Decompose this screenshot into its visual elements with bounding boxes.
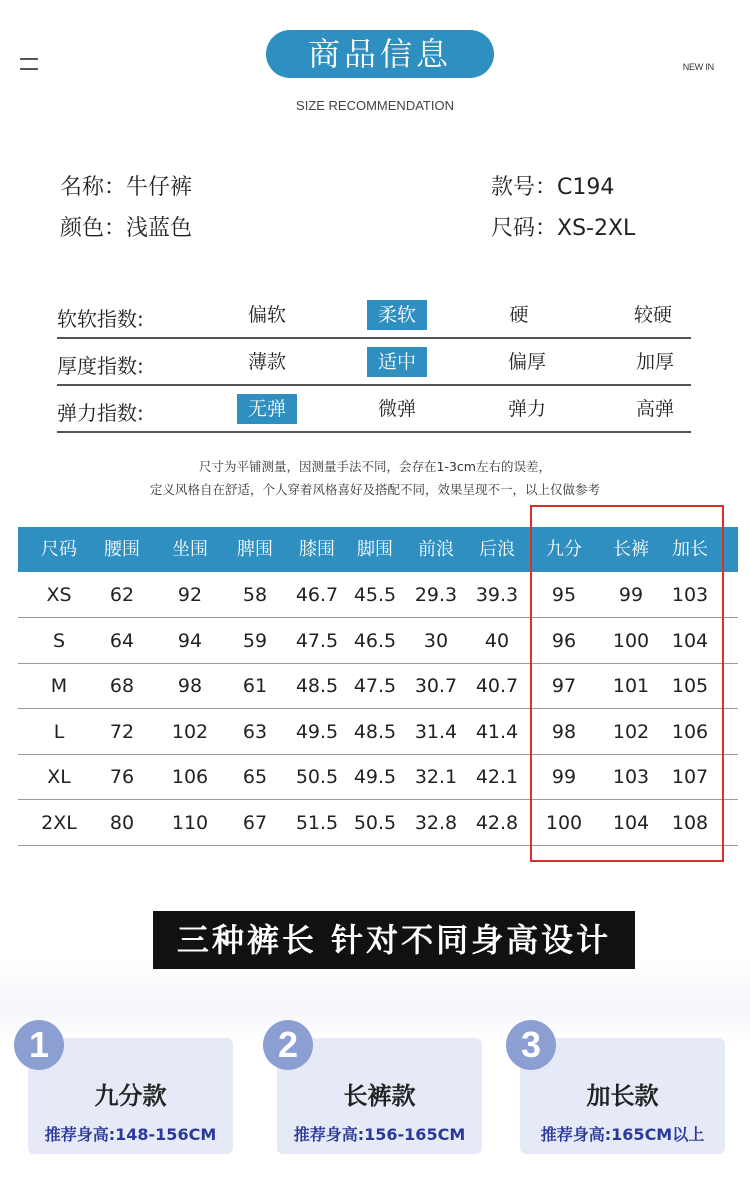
size-cell-value: 100 xyxy=(612,629,650,652)
size-cell-value: 31.4 xyxy=(414,720,458,743)
length-card-cropped xyxy=(28,1024,233,1154)
header-cell: 后浪 xyxy=(479,539,515,560)
size-cell-value: 59 xyxy=(242,629,268,652)
size-cell-value: 100 xyxy=(545,811,583,834)
size-cell-value: 94 xyxy=(177,629,203,652)
size-cell-value: 96 xyxy=(551,629,577,652)
number-badge-3: 3 xyxy=(506,1020,556,1070)
color-value: 浅蓝色 xyxy=(126,216,193,241)
size-cell-value: 110 xyxy=(171,811,209,834)
size-cell-value: 101 xyxy=(612,675,650,697)
header-cell: 坐围 xyxy=(172,539,208,560)
size-cell-label: L xyxy=(53,720,65,743)
index-row-thickness xyxy=(57,339,691,386)
index-option: 弹力 xyxy=(507,398,546,420)
name-label: 名称： xyxy=(60,175,127,200)
size-cell-value: 49.5 xyxy=(295,720,339,743)
header-cell: 九分 xyxy=(546,539,582,560)
menu-icon[interactable] xyxy=(20,58,38,72)
index-option: 加厚 xyxy=(635,351,674,373)
header xyxy=(0,0,750,130)
size-value: XS-2XL xyxy=(557,216,636,241)
size-cell-value: 51.5 xyxy=(295,811,339,834)
card-title: 加长款 xyxy=(586,1082,659,1110)
size-cell-value: 58 xyxy=(242,584,268,606)
index-option: 薄款 xyxy=(247,351,286,373)
size-cell-value: 48.5 xyxy=(295,675,339,697)
size-cell-value: 102 xyxy=(171,720,209,743)
size-cell-value: 47.5 xyxy=(353,675,397,697)
header-cell: 尺码 xyxy=(41,539,77,560)
size-cell-value: 103 xyxy=(612,766,650,788)
size-cell-value: 105 xyxy=(671,675,709,697)
style-label: 款号： xyxy=(491,175,558,200)
size-cell-value: 106 xyxy=(671,720,709,743)
size-cell-label: XS xyxy=(46,584,72,606)
size-cell-value: 30.7 xyxy=(414,675,458,697)
size-cell-value: 32.1 xyxy=(414,766,458,788)
index-row-elasticity xyxy=(57,386,691,433)
measurement-note-line2: 定义风格自在舒适，个人穿着风格喜好及搭配不同，效果呈现不一，以上仅做参考 xyxy=(149,482,600,497)
size-cell-value: 45.5 xyxy=(353,584,397,606)
index-label: 厚度指数: xyxy=(57,354,144,378)
size-cell-value: 30 xyxy=(423,629,449,652)
index-option-selected: 柔软 xyxy=(367,300,427,330)
size-cell-value: 62 xyxy=(109,584,135,606)
length-card-regular xyxy=(277,1024,482,1154)
size-cell-value: 29.3 xyxy=(414,584,458,606)
size-cell-value: 50.5 xyxy=(353,811,397,834)
size-cell-value: 107 xyxy=(671,766,709,788)
product-size xyxy=(491,211,635,242)
fabric-index-table xyxy=(57,292,691,433)
size-cell-value: 106 xyxy=(171,766,209,788)
index-row-softness xyxy=(57,292,691,339)
measurement-note-line1: 尺寸为平铺测量，因测量手法不同，会存在1-3cm左右的误差， xyxy=(199,459,551,474)
size-cell-value: 104 xyxy=(671,629,709,652)
index-option: 微弹 xyxy=(377,398,416,420)
size-cell-value: 39.3 xyxy=(475,584,519,606)
card-recommended-height: 推荐身高:156-165CM xyxy=(293,1125,466,1144)
size-cell-label: 2XL xyxy=(41,811,77,834)
page-subtitle: SIZE RECOMMENDATION xyxy=(296,98,454,113)
size-cell-value: 63 xyxy=(242,720,268,743)
header-cell: 脾围 xyxy=(237,539,273,560)
index-option: 偏软 xyxy=(247,304,286,326)
header-cell: 膝围 xyxy=(299,539,335,560)
new-in-label: NEW IN xyxy=(682,62,714,72)
size-cell-value: 98 xyxy=(551,720,577,743)
size-cell-value: 32.8 xyxy=(414,811,458,834)
index-option-selected: 无弹 xyxy=(237,394,297,424)
product-color xyxy=(60,211,192,242)
index-option: 硬 xyxy=(509,304,529,326)
product-style xyxy=(491,170,614,201)
card-title: 九分款 xyxy=(94,1082,167,1110)
size-cell-value: 65 xyxy=(242,766,268,788)
size-cell-value: 108 xyxy=(671,811,709,834)
index-label: 弹力指数: xyxy=(57,401,144,425)
size-cell-value: 99 xyxy=(618,584,644,606)
size-cell-value: 48.5 xyxy=(353,720,397,743)
number-badge-2: 2 xyxy=(263,1020,313,1070)
size-cell-label: XL xyxy=(47,766,71,788)
size-cell-value: 68 xyxy=(109,675,135,697)
color-label: 颜色： xyxy=(60,216,127,241)
size-cell-value: 46.5 xyxy=(353,629,397,652)
size-cell-value: 72 xyxy=(109,720,135,743)
size-cell-value: 104 xyxy=(612,811,650,834)
size-cell-value: 103 xyxy=(671,584,709,606)
size-cell-value: 40.7 xyxy=(475,675,519,697)
size-cell-value: 41.4 xyxy=(475,720,519,743)
size-cell-value: 67 xyxy=(242,811,268,834)
index-option: 高弹 xyxy=(635,398,674,420)
card-title: 长裤款 xyxy=(343,1082,416,1110)
size-cell-value: 42.8 xyxy=(475,811,519,834)
size-cell-value: 42.1 xyxy=(475,766,519,788)
length-banner: 三种裤长 针对不同身高设计 xyxy=(153,911,635,969)
length-highlight-box xyxy=(530,505,724,862)
size-cell-value: 76 xyxy=(109,766,135,788)
size-cell-value: 61 xyxy=(242,675,268,697)
header-cell: 腰围 xyxy=(104,539,140,560)
size-cell-label: S xyxy=(52,629,66,652)
index-option-selected: 适中 xyxy=(367,347,427,377)
page-title: 商品信息 xyxy=(266,30,494,78)
size-cell-value: 46.7 xyxy=(295,584,339,606)
header-cell: 脚围 xyxy=(357,539,393,560)
name-value: 牛仔裤 xyxy=(126,175,193,200)
size-cell-value: 40 xyxy=(484,629,510,652)
size-cell-value: 50.5 xyxy=(295,766,339,788)
header-cell: 加长 xyxy=(672,539,708,560)
header-cell: 长裤 xyxy=(613,539,649,560)
size-cell-value: 80 xyxy=(109,811,135,834)
background-fade xyxy=(0,960,750,1040)
size-cell-value: 64 xyxy=(109,629,135,652)
product-name xyxy=(60,170,192,201)
size-label: 尺码： xyxy=(491,216,558,241)
size-cell-value: 97 xyxy=(551,675,577,697)
style-value: C194 xyxy=(557,175,615,200)
size-cell-value: 95 xyxy=(551,584,577,606)
size-cell-value: 92 xyxy=(177,584,203,606)
card-recommended-height: 推荐身高:148-156CM xyxy=(44,1125,217,1144)
index-option: 偏厚 xyxy=(507,351,546,373)
size-cell-value: 98 xyxy=(177,675,203,697)
header-cell: 前浪 xyxy=(418,539,454,560)
size-cell-value: 47.5 xyxy=(295,629,339,652)
index-option: 较硬 xyxy=(633,304,672,326)
number-badge-1: 1 xyxy=(14,1020,64,1070)
size-cell-value: 49.5 xyxy=(353,766,397,788)
card-recommended-height: 推荐身高:165CM以上 xyxy=(540,1125,705,1144)
size-cell-label: M xyxy=(50,675,68,697)
size-cell-value: 99 xyxy=(551,766,577,788)
length-card-long xyxy=(520,1024,725,1154)
size-cell-value: 102 xyxy=(612,720,650,743)
index-label: 软软指数: xyxy=(57,307,144,331)
